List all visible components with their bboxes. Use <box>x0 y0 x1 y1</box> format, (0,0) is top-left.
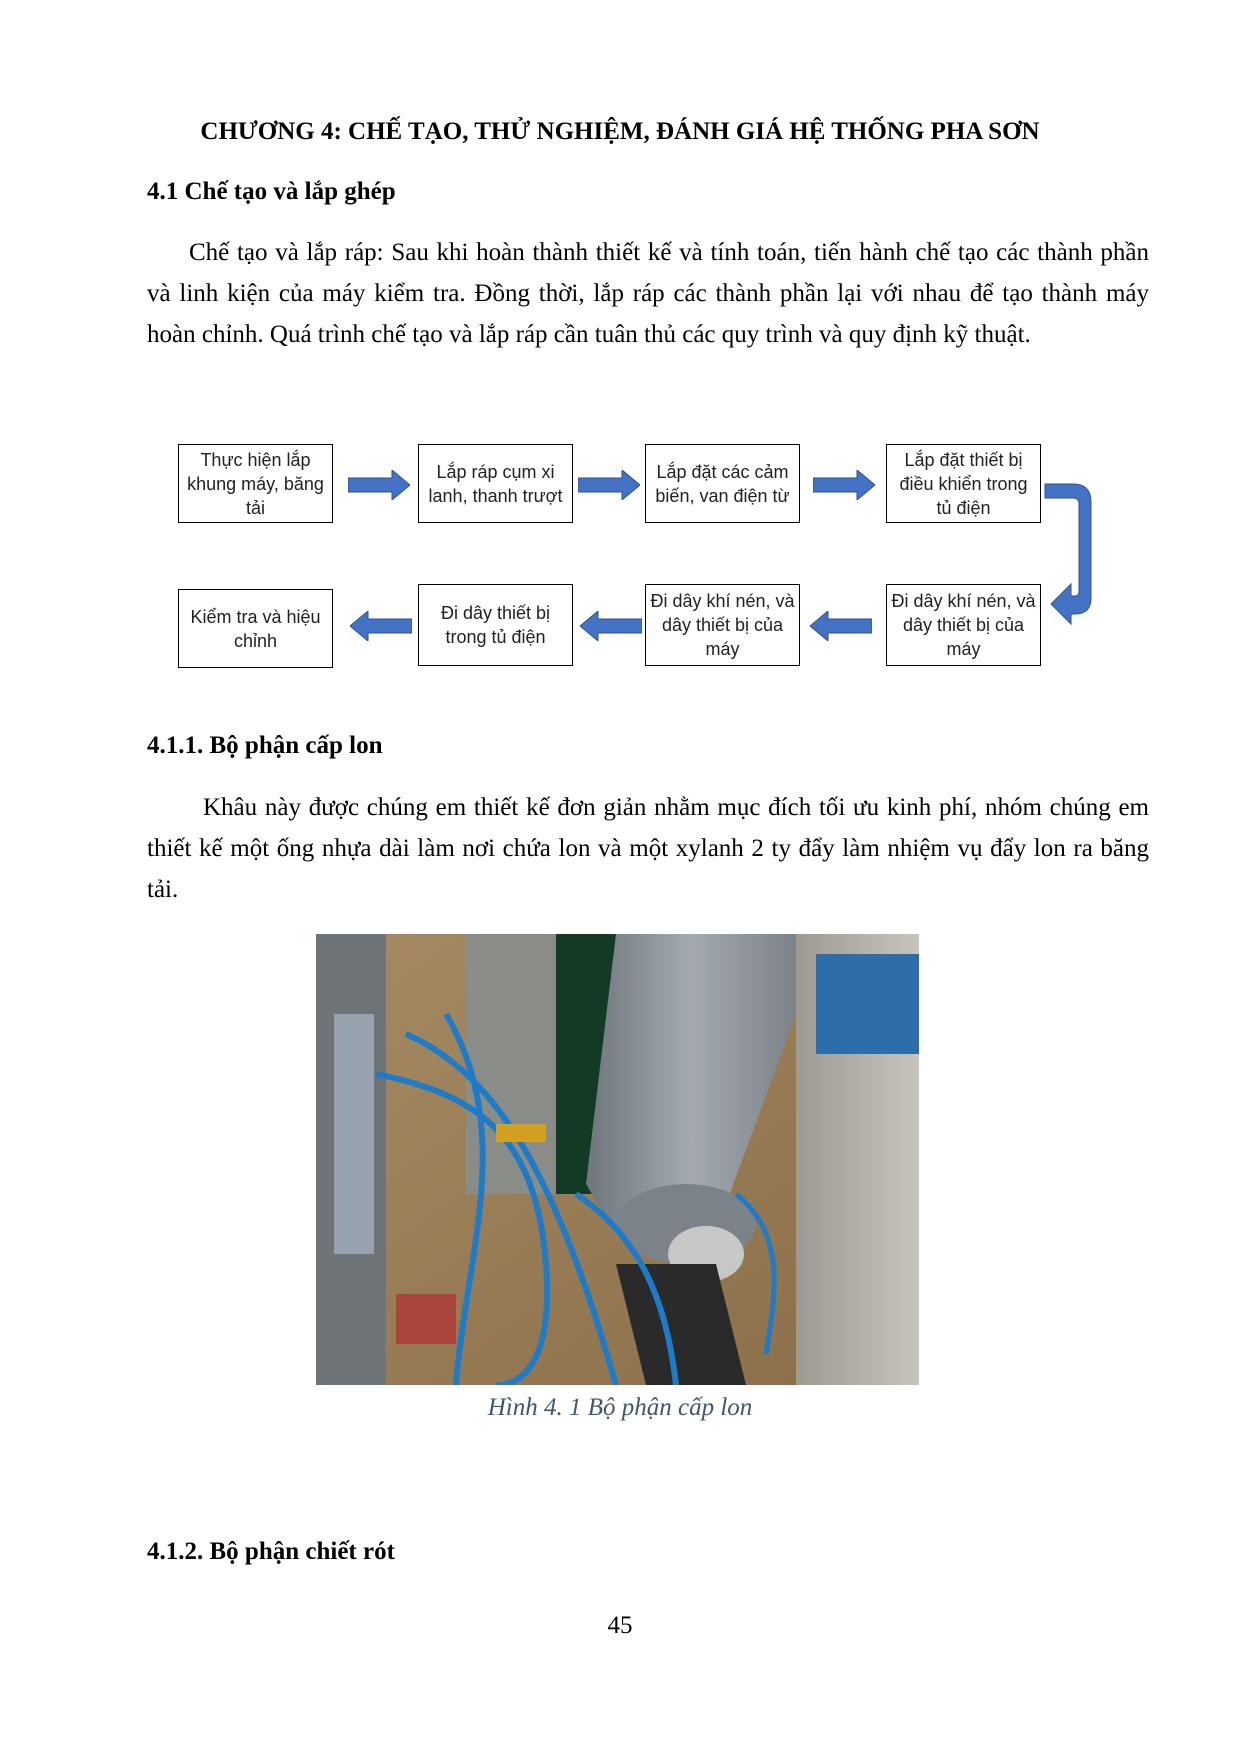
arrow-right-icon <box>578 470 640 500</box>
flow-step-1: Thực hiện lắp khung máy, băng tải <box>178 444 333 523</box>
figure-caption: Hình 4. 1 Bộ phận cấp lon <box>487 1394 753 1421</box>
page-number: 45 <box>607 1612 633 1639</box>
uturn-arrow-icon <box>1043 478 1103 638</box>
figure-photo-can-feeder <box>316 934 919 1385</box>
flow-step-5: Đi dây khí nén, và dây thiết bị của máy <box>886 584 1041 666</box>
arrow-right-icon <box>813 470 875 500</box>
flow-step-6: Đi dây khí nén, và dây thiết bị của máy <box>645 584 800 666</box>
section-heading-4-1-2: 4.1.2. Bộ phận chiết rót <box>147 1538 395 1565</box>
flow-step-2: Lắp ráp cụm xi lanh, thanh trượt <box>418 444 573 523</box>
flow-step-3: Lắp đặt các cảm biến, van điện từ <box>645 444 800 523</box>
section-paragraph-4-1-1: Khâu này được chúng em thiết kế đơn giản nhằm mục đích tối ưu kinh phí, nhóm chúng em thiết kế một ống nhựa dài làm nơi chứa lon và một xylanh 2 ty đẩy làm nhiệm vụ đẩy lon ra băng tải. <box>147 794 1149 903</box>
section-heading-4-1: 4.1 Chế tạo và lắp ghép <box>147 178 396 205</box>
flow-step-8: Kiểm tra và hiệu chỉnh <box>178 589 333 668</box>
arrow-left-icon <box>350 611 412 641</box>
arrow-right-icon <box>348 470 410 500</box>
flow-step-7: Đi dây thiết bị trong tủ điện <box>418 584 573 666</box>
section-heading-4-1-1: 4.1.1. Bộ phận cấp lon <box>147 732 383 759</box>
arrow-left-icon <box>810 611 872 641</box>
flow-step-4: Lắp đặt thiết bị điều khiển trong tủ điện <box>886 444 1041 523</box>
chapter-title: CHƯƠNG 4: CHẾ TẠO, THỬ NGHIỆM, ĐÁNH GIÁ HỆ THỐNG PHA SƠN <box>200 118 1040 145</box>
arrow-left-icon <box>580 611 642 641</box>
can-feeder-photo-illustration <box>316 934 919 1385</box>
section-paragraph-4-1: Chế tạo và lắp ráp: Sau khi hoàn thành thiết kế và tính toán, tiến hành chế tạo các thành phần và linh kiện của máy kiểm tra. Đồng thời, lắp ráp các thành phần lại với nhau để tạo thành máy hoàn chỉnh. Quá trình chế tạo và lắp ráp cần tuân thủ các quy trình và quy định kỹ thuật. <box>147 239 1149 348</box>
